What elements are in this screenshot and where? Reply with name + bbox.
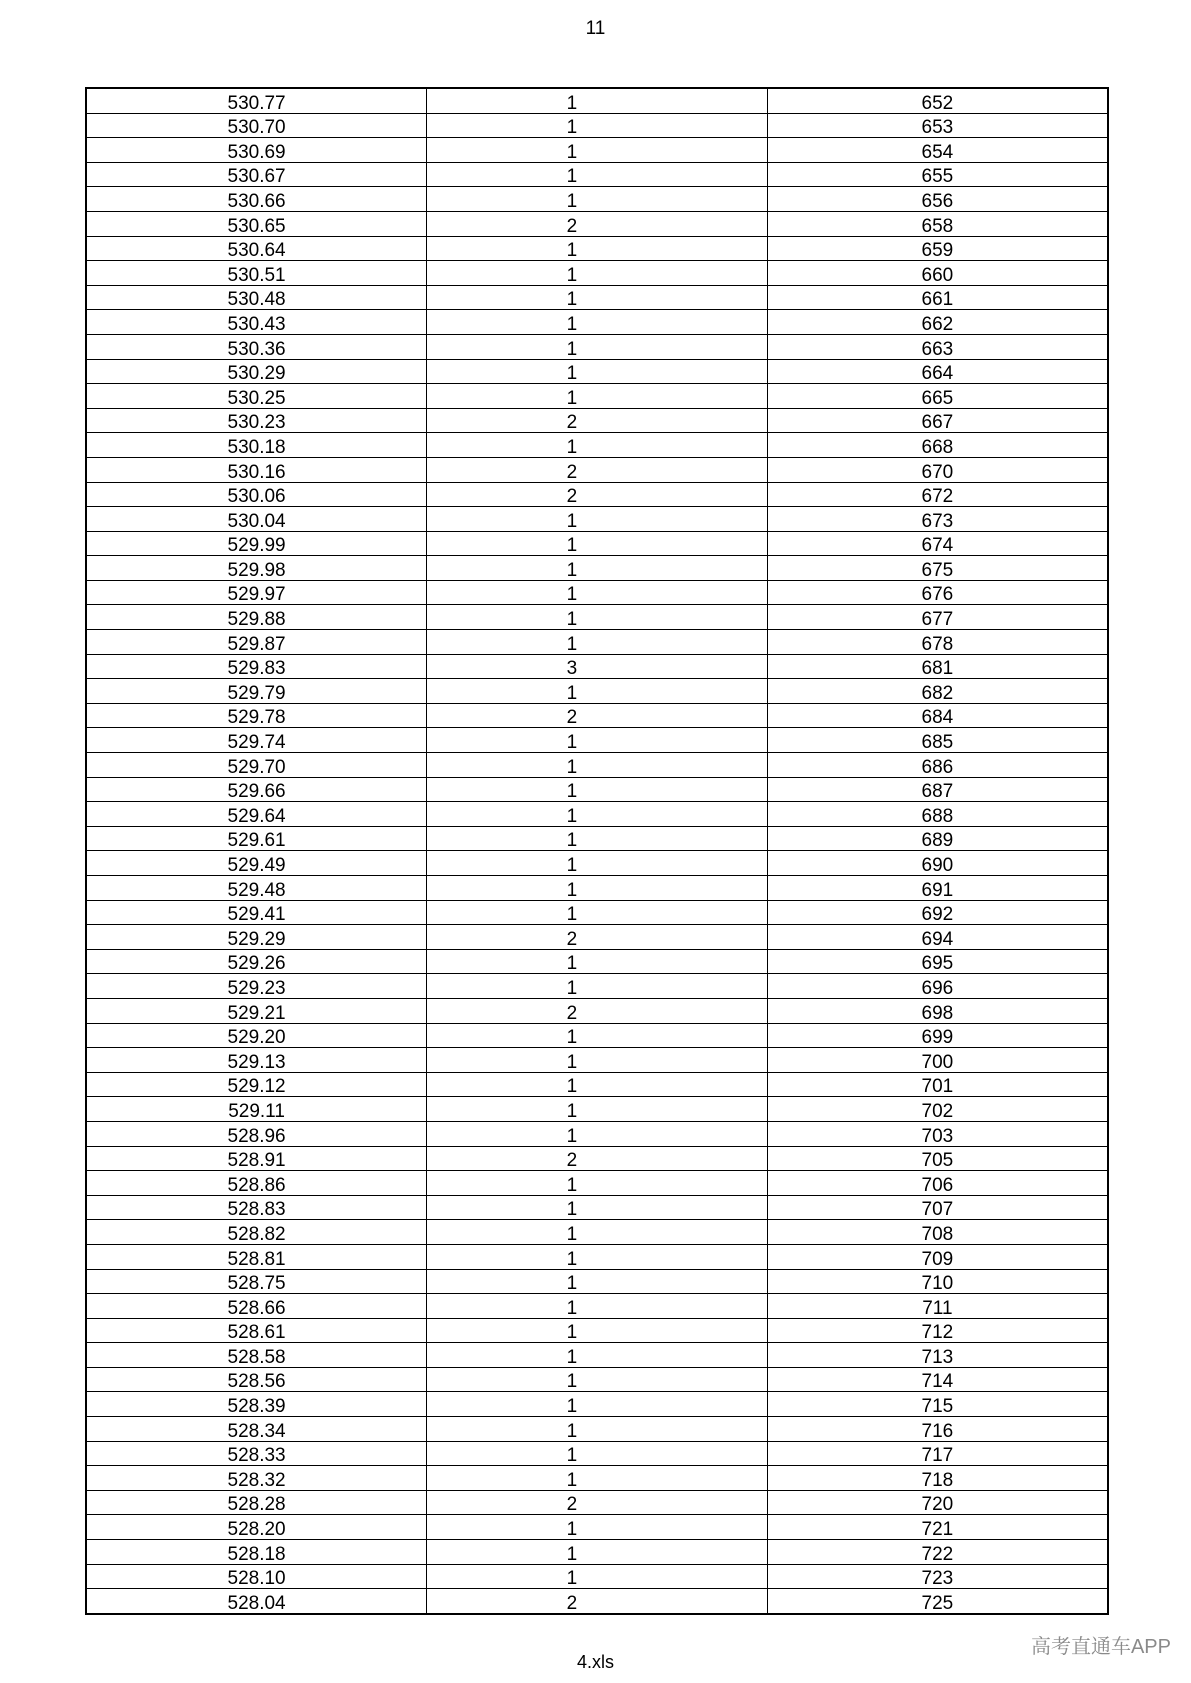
count-cell: 1 bbox=[427, 1441, 768, 1466]
table-row bbox=[86, 1146, 1108, 1171]
table-row bbox=[86, 1392, 1108, 1417]
score-cell: 528.58 bbox=[86, 1343, 427, 1368]
count-cell: 2 bbox=[427, 925, 768, 950]
score-cell: 530.18 bbox=[86, 433, 427, 458]
table-row bbox=[86, 1490, 1108, 1515]
table-row bbox=[86, 162, 1108, 187]
table-row bbox=[86, 876, 1108, 901]
table-row bbox=[86, 457, 1108, 482]
score-cell: 530.16 bbox=[86, 457, 427, 482]
count-cell: 1 bbox=[427, 334, 768, 359]
count-cell: 2 bbox=[427, 482, 768, 507]
cumulative-cell: 673 bbox=[767, 507, 1108, 532]
cumulative-cell: 664 bbox=[767, 359, 1108, 384]
table-row bbox=[86, 1023, 1108, 1048]
cumulative-cell: 667 bbox=[767, 408, 1108, 433]
cumulative-cell: 668 bbox=[767, 433, 1108, 458]
count-cell: 1 bbox=[427, 777, 768, 802]
page-number: 11 bbox=[585, 18, 606, 39]
score-table bbox=[85, 87, 1109, 1615]
score-cell: 528.96 bbox=[86, 1121, 427, 1146]
score-cell: 530.69 bbox=[86, 138, 427, 163]
table-row bbox=[86, 728, 1108, 753]
table-row bbox=[86, 1048, 1108, 1073]
count-cell: 1 bbox=[427, 851, 768, 876]
count-cell: 1 bbox=[427, 1048, 768, 1073]
score-cell: 528.28 bbox=[86, 1490, 427, 1515]
score-cell: 530.29 bbox=[86, 359, 427, 384]
count-cell: 1 bbox=[427, 580, 768, 605]
score-cell: 529.48 bbox=[86, 876, 427, 901]
count-cell: 1 bbox=[427, 1564, 768, 1589]
table-row bbox=[86, 679, 1108, 704]
cumulative-cell: 652 bbox=[767, 88, 1108, 113]
cumulative-cell: 689 bbox=[767, 826, 1108, 851]
count-cell: 2 bbox=[427, 1146, 768, 1171]
cumulative-cell: 709 bbox=[767, 1244, 1108, 1269]
table-row bbox=[86, 482, 1108, 507]
count-cell: 2 bbox=[427, 703, 768, 728]
cumulative-cell: 670 bbox=[767, 457, 1108, 482]
table-row bbox=[86, 187, 1108, 212]
score-cell: 528.75 bbox=[86, 1269, 427, 1294]
cumulative-cell: 725 bbox=[767, 1589, 1108, 1614]
cumulative-cell: 702 bbox=[767, 1097, 1108, 1122]
table-row bbox=[86, 753, 1108, 778]
table-row bbox=[86, 1171, 1108, 1196]
table-row bbox=[86, 1367, 1108, 1392]
footer-filename: 4.xls bbox=[576, 1652, 614, 1672]
score-cell: 528.56 bbox=[86, 1367, 427, 1392]
table-row bbox=[86, 1441, 1108, 1466]
score-cell: 530.36 bbox=[86, 334, 427, 359]
table-row bbox=[86, 285, 1108, 310]
count-cell: 1 bbox=[427, 556, 768, 581]
count-cell: 1 bbox=[427, 162, 768, 187]
count-cell: 1 bbox=[427, 88, 768, 113]
score-cell: 528.83 bbox=[86, 1195, 427, 1220]
score-cell: 529.64 bbox=[86, 802, 427, 827]
cumulative-cell: 705 bbox=[767, 1146, 1108, 1171]
table-row bbox=[86, 1121, 1108, 1146]
score-cell: 530.48 bbox=[86, 285, 427, 310]
score-table-body bbox=[86, 88, 1108, 1614]
score-cell: 529.26 bbox=[86, 949, 427, 974]
count-cell: 2 bbox=[427, 1589, 768, 1614]
cumulative-cell: 661 bbox=[767, 285, 1108, 310]
cumulative-cell: 686 bbox=[767, 753, 1108, 778]
score-cell: 530.23 bbox=[86, 408, 427, 433]
cumulative-cell: 688 bbox=[767, 802, 1108, 827]
cumulative-cell: 716 bbox=[767, 1417, 1108, 1442]
table-row bbox=[86, 1417, 1108, 1442]
score-cell: 529.49 bbox=[86, 851, 427, 876]
count-cell: 1 bbox=[427, 728, 768, 753]
table-row bbox=[86, 851, 1108, 876]
table-row bbox=[86, 1540, 1108, 1565]
cumulative-cell: 718 bbox=[767, 1466, 1108, 1491]
count-cell: 1 bbox=[427, 1023, 768, 1048]
table-row bbox=[86, 1564, 1108, 1589]
count-cell: 1 bbox=[427, 1244, 768, 1269]
table-row bbox=[86, 802, 1108, 827]
cumulative-cell: 720 bbox=[767, 1490, 1108, 1515]
table-row bbox=[86, 1220, 1108, 1245]
table-row bbox=[86, 826, 1108, 851]
table-row bbox=[86, 507, 1108, 532]
count-cell: 1 bbox=[427, 1097, 768, 1122]
score-cell: 529.99 bbox=[86, 531, 427, 556]
score-cell: 529.87 bbox=[86, 630, 427, 655]
table-row bbox=[86, 1466, 1108, 1491]
score-cell: 528.39 bbox=[86, 1392, 427, 1417]
score-cell: 529.20 bbox=[86, 1023, 427, 1048]
count-cell: 1 bbox=[427, 187, 768, 212]
watermark: 高考直通车APP bbox=[1030, 1636, 1171, 1658]
cumulative-cell: 690 bbox=[767, 851, 1108, 876]
score-cell: 529.66 bbox=[86, 777, 427, 802]
count-cell: 1 bbox=[427, 138, 768, 163]
count-cell: 2 bbox=[427, 211, 768, 236]
count-cell: 1 bbox=[427, 753, 768, 778]
count-cell: 1 bbox=[427, 802, 768, 827]
table-row bbox=[86, 556, 1108, 581]
score-cell: 529.88 bbox=[86, 605, 427, 630]
table-row bbox=[86, 1244, 1108, 1269]
count-cell: 1 bbox=[427, 507, 768, 532]
score-cell: 530.04 bbox=[86, 507, 427, 532]
score-cell: 529.21 bbox=[86, 998, 427, 1023]
cumulative-cell: 721 bbox=[767, 1515, 1108, 1540]
cumulative-cell: 681 bbox=[767, 654, 1108, 679]
cumulative-cell: 696 bbox=[767, 974, 1108, 999]
count-cell: 2 bbox=[427, 457, 768, 482]
score-cell: 528.91 bbox=[86, 1146, 427, 1171]
cumulative-cell: 685 bbox=[767, 728, 1108, 753]
score-cell: 528.66 bbox=[86, 1294, 427, 1319]
score-cell: 529.12 bbox=[86, 1072, 427, 1097]
score-cell: 528.61 bbox=[86, 1318, 427, 1343]
table-row bbox=[86, 998, 1108, 1023]
cumulative-cell: 712 bbox=[767, 1318, 1108, 1343]
cumulative-cell: 659 bbox=[767, 236, 1108, 261]
table-row bbox=[86, 703, 1108, 728]
count-cell: 2 bbox=[427, 998, 768, 1023]
table-row bbox=[86, 1343, 1108, 1368]
count-cell: 1 bbox=[427, 1294, 768, 1319]
cumulative-cell: 710 bbox=[767, 1269, 1108, 1294]
table-row bbox=[86, 1318, 1108, 1343]
count-cell: 1 bbox=[427, 679, 768, 704]
count-cell: 1 bbox=[427, 1121, 768, 1146]
cumulative-cell: 715 bbox=[767, 1392, 1108, 1417]
count-cell: 1 bbox=[427, 1367, 768, 1392]
table-row bbox=[86, 531, 1108, 556]
table-row bbox=[86, 433, 1108, 458]
score-cell: 529.11 bbox=[86, 1097, 427, 1122]
score-cell: 530.25 bbox=[86, 384, 427, 409]
table-row bbox=[86, 1097, 1108, 1122]
table-row bbox=[86, 949, 1108, 974]
score-cell: 529.41 bbox=[86, 900, 427, 925]
table-row bbox=[86, 384, 1108, 409]
score-cell: 528.18 bbox=[86, 1540, 427, 1565]
count-cell: 1 bbox=[427, 605, 768, 630]
table-row bbox=[86, 334, 1108, 359]
cumulative-cell: 700 bbox=[767, 1048, 1108, 1073]
score-cell: 530.77 bbox=[86, 88, 427, 113]
cumulative-cell: 678 bbox=[767, 630, 1108, 655]
cumulative-cell: 707 bbox=[767, 1195, 1108, 1220]
score-cell: 528.20 bbox=[86, 1515, 427, 1540]
table-row bbox=[86, 630, 1108, 655]
cumulative-cell: 656 bbox=[767, 187, 1108, 212]
score-cell: 530.66 bbox=[86, 187, 427, 212]
score-cell: 528.82 bbox=[86, 1220, 427, 1245]
table-row bbox=[86, 236, 1108, 261]
cumulative-cell: 663 bbox=[767, 334, 1108, 359]
count-cell: 1 bbox=[427, 630, 768, 655]
cumulative-cell: 708 bbox=[767, 1220, 1108, 1245]
score-cell: 529.74 bbox=[86, 728, 427, 753]
cumulative-cell: 722 bbox=[767, 1540, 1108, 1565]
cumulative-cell: 695 bbox=[767, 949, 1108, 974]
cumulative-cell: 691 bbox=[767, 876, 1108, 901]
cumulative-cell: 717 bbox=[767, 1441, 1108, 1466]
table-row bbox=[86, 138, 1108, 163]
count-cell: 1 bbox=[427, 384, 768, 409]
count-cell: 1 bbox=[427, 236, 768, 261]
score-cell: 528.33 bbox=[86, 1441, 427, 1466]
table-row bbox=[86, 88, 1108, 113]
table-row bbox=[86, 1269, 1108, 1294]
cumulative-cell: 658 bbox=[767, 211, 1108, 236]
cumulative-cell: 660 bbox=[767, 261, 1108, 286]
score-cell: 528.04 bbox=[86, 1589, 427, 1614]
score-cell: 530.65 bbox=[86, 211, 427, 236]
score-cell: 528.86 bbox=[86, 1171, 427, 1196]
table-row bbox=[86, 408, 1108, 433]
cumulative-cell: 703 bbox=[767, 1121, 1108, 1146]
count-cell: 1 bbox=[427, 310, 768, 335]
score-cell: 529.29 bbox=[86, 925, 427, 950]
score-cell: 530.06 bbox=[86, 482, 427, 507]
score-cell: 530.67 bbox=[86, 162, 427, 187]
table-row bbox=[86, 1195, 1108, 1220]
count-cell: 1 bbox=[427, 826, 768, 851]
score-cell: 530.64 bbox=[86, 236, 427, 261]
score-cell: 529.83 bbox=[86, 654, 427, 679]
count-cell: 2 bbox=[427, 408, 768, 433]
count-cell: 1 bbox=[427, 359, 768, 384]
count-cell: 2 bbox=[427, 1490, 768, 1515]
count-cell: 1 bbox=[427, 1343, 768, 1368]
cumulative-cell: 699 bbox=[767, 1023, 1108, 1048]
score-cell: 530.70 bbox=[86, 113, 427, 138]
table-row bbox=[86, 359, 1108, 384]
cumulative-cell: 687 bbox=[767, 777, 1108, 802]
table-row bbox=[86, 1072, 1108, 1097]
cumulative-cell: 653 bbox=[767, 113, 1108, 138]
table-row bbox=[86, 974, 1108, 999]
cumulative-cell: 674 bbox=[767, 531, 1108, 556]
cumulative-cell: 711 bbox=[767, 1294, 1108, 1319]
cumulative-cell: 694 bbox=[767, 925, 1108, 950]
table-row bbox=[86, 654, 1108, 679]
count-cell: 1 bbox=[427, 1515, 768, 1540]
cumulative-cell: 662 bbox=[767, 310, 1108, 335]
count-cell: 1 bbox=[427, 900, 768, 925]
score-cell: 528.34 bbox=[86, 1417, 427, 1442]
count-cell: 1 bbox=[427, 531, 768, 556]
cumulative-cell: 706 bbox=[767, 1171, 1108, 1196]
table-row bbox=[86, 925, 1108, 950]
table-row bbox=[86, 261, 1108, 286]
table-row bbox=[86, 113, 1108, 138]
count-cell: 1 bbox=[427, 1540, 768, 1565]
cumulative-cell: 675 bbox=[767, 556, 1108, 581]
count-cell: 1 bbox=[427, 949, 768, 974]
score-cell: 529.78 bbox=[86, 703, 427, 728]
count-cell: 1 bbox=[427, 1466, 768, 1491]
score-cell: 528.32 bbox=[86, 1466, 427, 1491]
table-row bbox=[86, 1294, 1108, 1319]
cumulative-cell: 684 bbox=[767, 703, 1108, 728]
score-cell: 530.43 bbox=[86, 310, 427, 335]
count-cell: 3 bbox=[427, 654, 768, 679]
count-cell: 1 bbox=[427, 1392, 768, 1417]
cumulative-cell: 655 bbox=[767, 162, 1108, 187]
table-row bbox=[86, 211, 1108, 236]
table-row bbox=[86, 1515, 1108, 1540]
cumulative-cell: 692 bbox=[767, 900, 1108, 925]
count-cell: 1 bbox=[427, 876, 768, 901]
table-row bbox=[86, 310, 1108, 335]
score-cell: 529.61 bbox=[86, 826, 427, 851]
table-row bbox=[86, 605, 1108, 630]
count-cell: 1 bbox=[427, 1072, 768, 1097]
cumulative-cell: 698 bbox=[767, 998, 1108, 1023]
table-row bbox=[86, 580, 1108, 605]
table-row bbox=[86, 777, 1108, 802]
score-cell: 529.97 bbox=[86, 580, 427, 605]
count-cell: 1 bbox=[427, 1417, 768, 1442]
cumulative-cell: 665 bbox=[767, 384, 1108, 409]
table-row bbox=[86, 1589, 1108, 1614]
cumulative-cell: 714 bbox=[767, 1367, 1108, 1392]
count-cell: 1 bbox=[427, 113, 768, 138]
cumulative-cell: 676 bbox=[767, 580, 1108, 605]
count-cell: 1 bbox=[427, 1195, 768, 1220]
count-cell: 1 bbox=[427, 433, 768, 458]
count-cell: 1 bbox=[427, 1220, 768, 1245]
score-cell: 529.79 bbox=[86, 679, 427, 704]
cumulative-cell: 672 bbox=[767, 482, 1108, 507]
cumulative-cell: 677 bbox=[767, 605, 1108, 630]
count-cell: 1 bbox=[427, 1318, 768, 1343]
score-cell: 528.10 bbox=[86, 1564, 427, 1589]
count-cell: 1 bbox=[427, 974, 768, 999]
cumulative-cell: 701 bbox=[767, 1072, 1108, 1097]
cumulative-cell: 654 bbox=[767, 138, 1108, 163]
cumulative-cell: 723 bbox=[767, 1564, 1108, 1589]
score-cell: 529.70 bbox=[86, 753, 427, 778]
cumulative-cell: 682 bbox=[767, 679, 1108, 704]
score-cell: 530.51 bbox=[86, 261, 427, 286]
count-cell: 1 bbox=[427, 1269, 768, 1294]
cumulative-cell: 713 bbox=[767, 1343, 1108, 1368]
count-cell: 1 bbox=[427, 261, 768, 286]
count-cell: 1 bbox=[427, 1171, 768, 1196]
score-cell: 529.23 bbox=[86, 974, 427, 999]
score-cell: 529.13 bbox=[86, 1048, 427, 1073]
score-cell: 528.81 bbox=[86, 1244, 427, 1269]
table-row bbox=[86, 900, 1108, 925]
score-cell: 529.98 bbox=[86, 556, 427, 581]
count-cell: 1 bbox=[427, 285, 768, 310]
